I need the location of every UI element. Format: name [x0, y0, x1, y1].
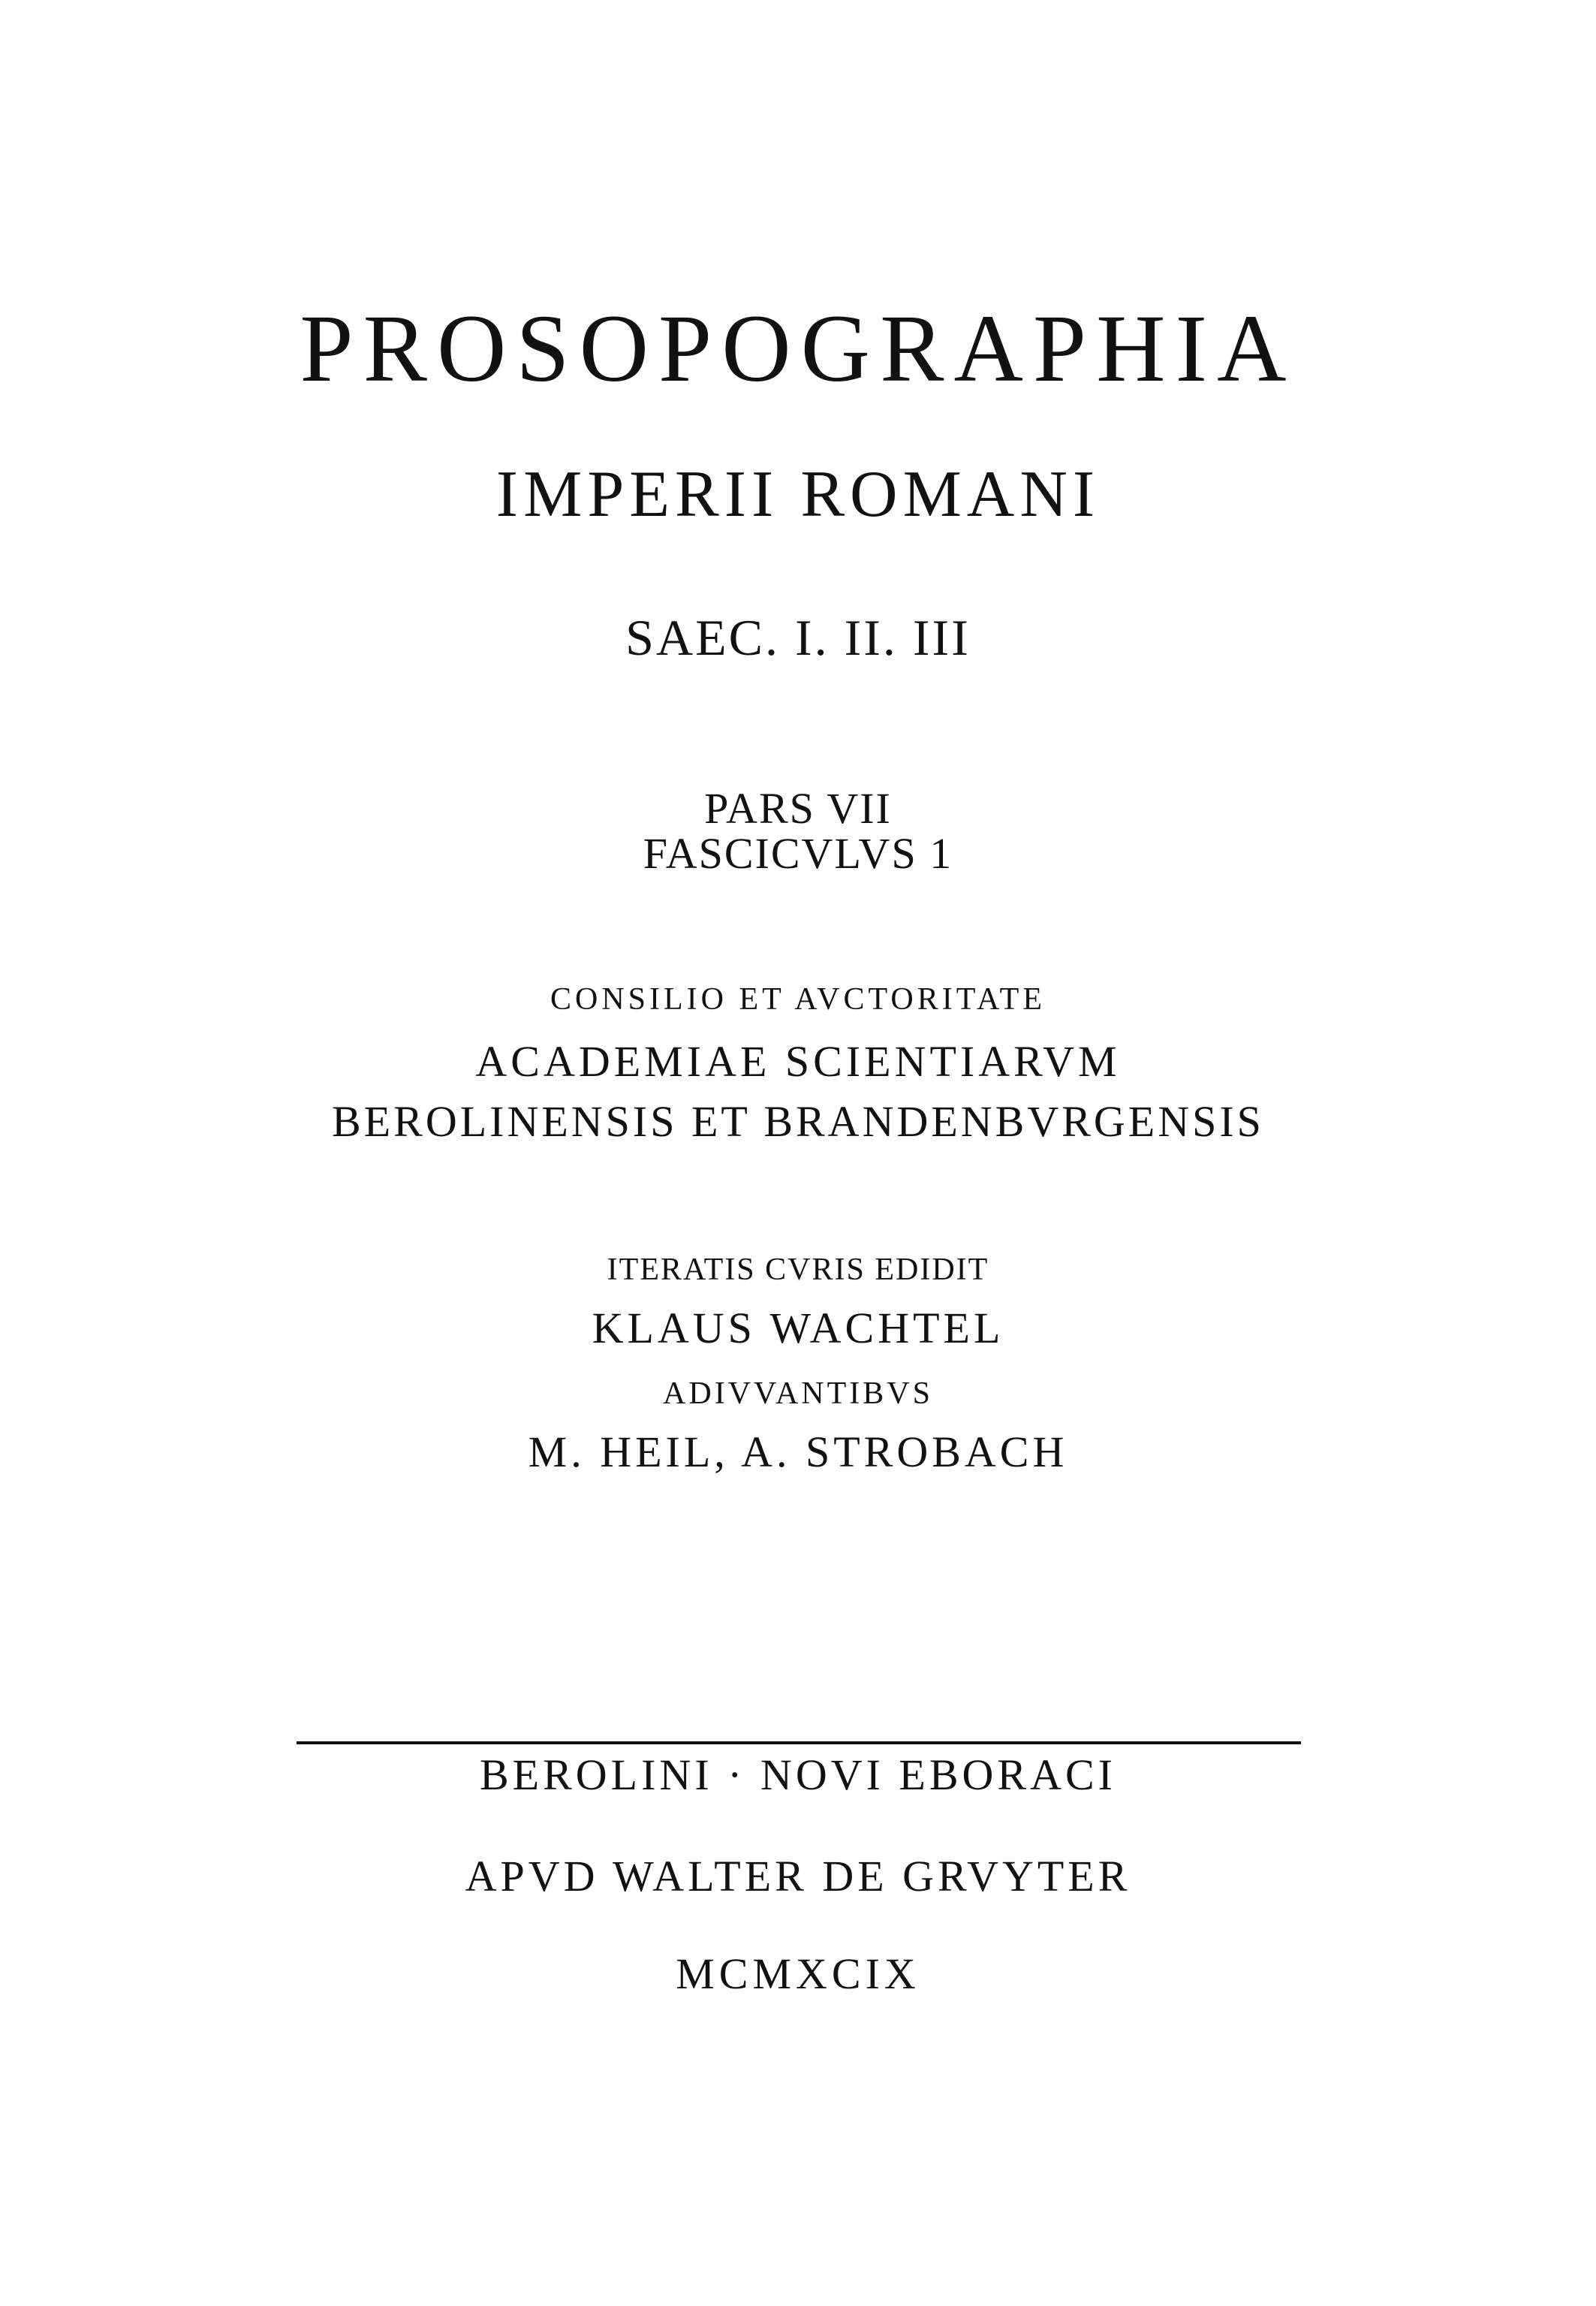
imprint-divider	[297, 1741, 1301, 1744]
pars-line: PARS VII	[704, 784, 892, 833]
sponsor-line-2: BEROLINENSIS ET BRANDENBVRGENSIS	[332, 1097, 1264, 1146]
imprint-publisher: APVD WALTER DE GRVYTER	[465, 1852, 1131, 1901]
main-title: PROSOPOGRAPHIA	[300, 295, 1296, 402]
editor-name: KLAUS WACHTEL	[592, 1304, 1004, 1352]
assistants-intro: ADIVVANTIBVS	[663, 1376, 933, 1411]
assistants-names: M. HEIL, A. STROBACH	[528, 1427, 1068, 1476]
centuries-line: SAEC. I. II. III	[625, 609, 971, 666]
sponsor-intro: CONSILIO ET AVCTORITATE	[550, 982, 1046, 1017]
editor-intro: ITERATIS CVRIS EDIDIT	[607, 1252, 989, 1287]
imprint-place: BEROLINI · NOVI EBORACI	[480, 1750, 1116, 1799]
subtitle: IMPERII ROMANI	[495, 458, 1101, 531]
fasciculus-line: FASCICVLVS 1	[643, 829, 953, 878]
sponsor-line-1: ACADEMIAE SCIENTIARVM	[475, 1037, 1121, 1086]
imprint-year: MCMXCIX	[676, 1949, 920, 1998]
